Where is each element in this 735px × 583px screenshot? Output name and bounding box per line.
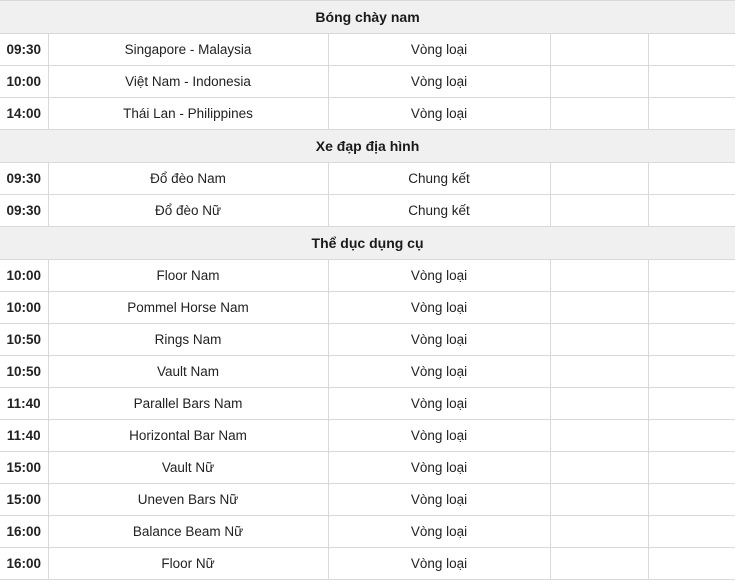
sport-section-title: Thể dục dụng cụ xyxy=(0,227,735,260)
table-row xyxy=(0,195,735,227)
event-extra-cell-1 xyxy=(550,452,648,484)
event-round-cell: Vòng loại xyxy=(328,420,550,452)
event-time-cell: 10:00 xyxy=(0,66,48,98)
event-time-cell: 16:00 xyxy=(0,548,48,580)
sport-section-title: Bóng chày nam xyxy=(0,1,735,34)
table-row xyxy=(0,66,735,98)
event-name-cell: Vault Nữ xyxy=(48,452,328,484)
event-extra-cell-1 xyxy=(550,388,648,420)
event-round-cell: Vòng loại xyxy=(328,324,550,356)
table-row xyxy=(0,484,735,516)
event-name-cell: Pommel Horse Nam xyxy=(48,292,328,324)
event-round-cell: Vòng loại xyxy=(328,516,550,548)
table-row xyxy=(0,260,735,292)
event-time-cell: 14:00 xyxy=(0,98,48,130)
event-name-cell: Horizontal Bar Nam xyxy=(48,420,328,452)
table-row xyxy=(0,452,735,484)
event-extra-cell-2 xyxy=(648,34,735,66)
event-extra-cell-1 xyxy=(550,260,648,292)
event-name-cell: Vault Nam xyxy=(48,356,328,388)
event-extra-cell-1 xyxy=(550,516,648,548)
event-round-cell: Vòng loại xyxy=(328,34,550,66)
event-time-cell: 11:40 xyxy=(0,388,48,420)
event-extra-cell-1 xyxy=(550,163,648,195)
event-extra-cell-2 xyxy=(648,98,735,130)
event-extra-cell-2 xyxy=(648,420,735,452)
schedule-table-body xyxy=(0,1,735,580)
event-round-cell: Vòng loại xyxy=(328,484,550,516)
event-extra-cell-1 xyxy=(550,324,648,356)
event-time-cell: 15:00 xyxy=(0,484,48,516)
event-time-cell: 09:30 xyxy=(0,34,48,66)
event-round-cell: Vòng loại xyxy=(328,292,550,324)
event-name-cell: Việt Nam - Indonesia xyxy=(48,66,328,98)
event-name-cell: Floor Nữ xyxy=(48,548,328,580)
table-row xyxy=(0,324,735,356)
event-extra-cell-2 xyxy=(648,292,735,324)
sport-section-header xyxy=(0,130,735,163)
event-extra-cell-1 xyxy=(550,195,648,227)
event-round-cell: Chung kết xyxy=(328,163,550,195)
event-time-cell: 09:30 xyxy=(0,195,48,227)
event-time-cell: 09:30 xyxy=(0,163,48,195)
event-extra-cell-2 xyxy=(648,516,735,548)
event-name-cell: Đổ đèo Nam xyxy=(48,163,328,195)
sport-section-header xyxy=(0,1,735,34)
event-time-cell: 15:00 xyxy=(0,452,48,484)
table-row xyxy=(0,420,735,452)
event-time-cell: 10:00 xyxy=(0,260,48,292)
table-row xyxy=(0,356,735,388)
event-round-cell: Chung kết xyxy=(328,195,550,227)
event-name-cell: Floor Nam xyxy=(48,260,328,292)
table-row xyxy=(0,548,735,580)
event-extra-cell-1 xyxy=(550,356,648,388)
event-time-cell: 16:00 xyxy=(0,516,48,548)
sport-section-title: Xe đạp địa hình xyxy=(0,130,735,163)
event-extra-cell-1 xyxy=(550,292,648,324)
event-name-cell: Balance Beam Nữ xyxy=(48,516,328,548)
event-round-cell: Vòng loại xyxy=(328,452,550,484)
event-extra-cell-1 xyxy=(550,548,648,580)
event-time-cell: 10:00 xyxy=(0,292,48,324)
sport-section-header xyxy=(0,227,735,260)
event-extra-cell-2 xyxy=(648,260,735,292)
event-name-cell: Parallel Bars Nam xyxy=(48,388,328,420)
event-round-cell: Vòng loại xyxy=(328,548,550,580)
event-round-cell: Vòng loại xyxy=(328,260,550,292)
event-name-cell: Uneven Bars Nữ xyxy=(48,484,328,516)
event-name-cell: Thái Lan - Philippines xyxy=(48,98,328,130)
event-extra-cell-2 xyxy=(648,163,735,195)
event-extra-cell-2 xyxy=(648,356,735,388)
event-round-cell: Vòng loại xyxy=(328,388,550,420)
event-extra-cell-2 xyxy=(648,388,735,420)
event-extra-cell-1 xyxy=(550,98,648,130)
event-round-cell: Vòng loại xyxy=(328,98,550,130)
table-row xyxy=(0,516,735,548)
table-row xyxy=(0,292,735,324)
event-name-cell: Đổ đèo Nữ xyxy=(48,195,328,227)
event-time-cell: 10:50 xyxy=(0,324,48,356)
event-time-cell: 10:50 xyxy=(0,356,48,388)
table-row xyxy=(0,163,735,195)
event-extra-cell-2 xyxy=(648,66,735,98)
event-extra-cell-2 xyxy=(648,484,735,516)
table-row xyxy=(0,34,735,66)
event-extra-cell-1 xyxy=(550,420,648,452)
event-time-cell: 11:40 xyxy=(0,420,48,452)
event-extra-cell-1 xyxy=(550,34,648,66)
table-row xyxy=(0,388,735,420)
event-extra-cell-1 xyxy=(550,484,648,516)
event-round-cell: Vòng loại xyxy=(328,66,550,98)
event-name-cell: Singapore - Malaysia xyxy=(48,34,328,66)
event-extra-cell-1 xyxy=(550,66,648,98)
event-extra-cell-2 xyxy=(648,548,735,580)
event-extra-cell-2 xyxy=(648,324,735,356)
event-round-cell: Vòng loại xyxy=(328,356,550,388)
event-extra-cell-2 xyxy=(648,452,735,484)
table-row xyxy=(0,98,735,130)
event-extra-cell-2 xyxy=(648,195,735,227)
event-name-cell: Rings Nam xyxy=(48,324,328,356)
